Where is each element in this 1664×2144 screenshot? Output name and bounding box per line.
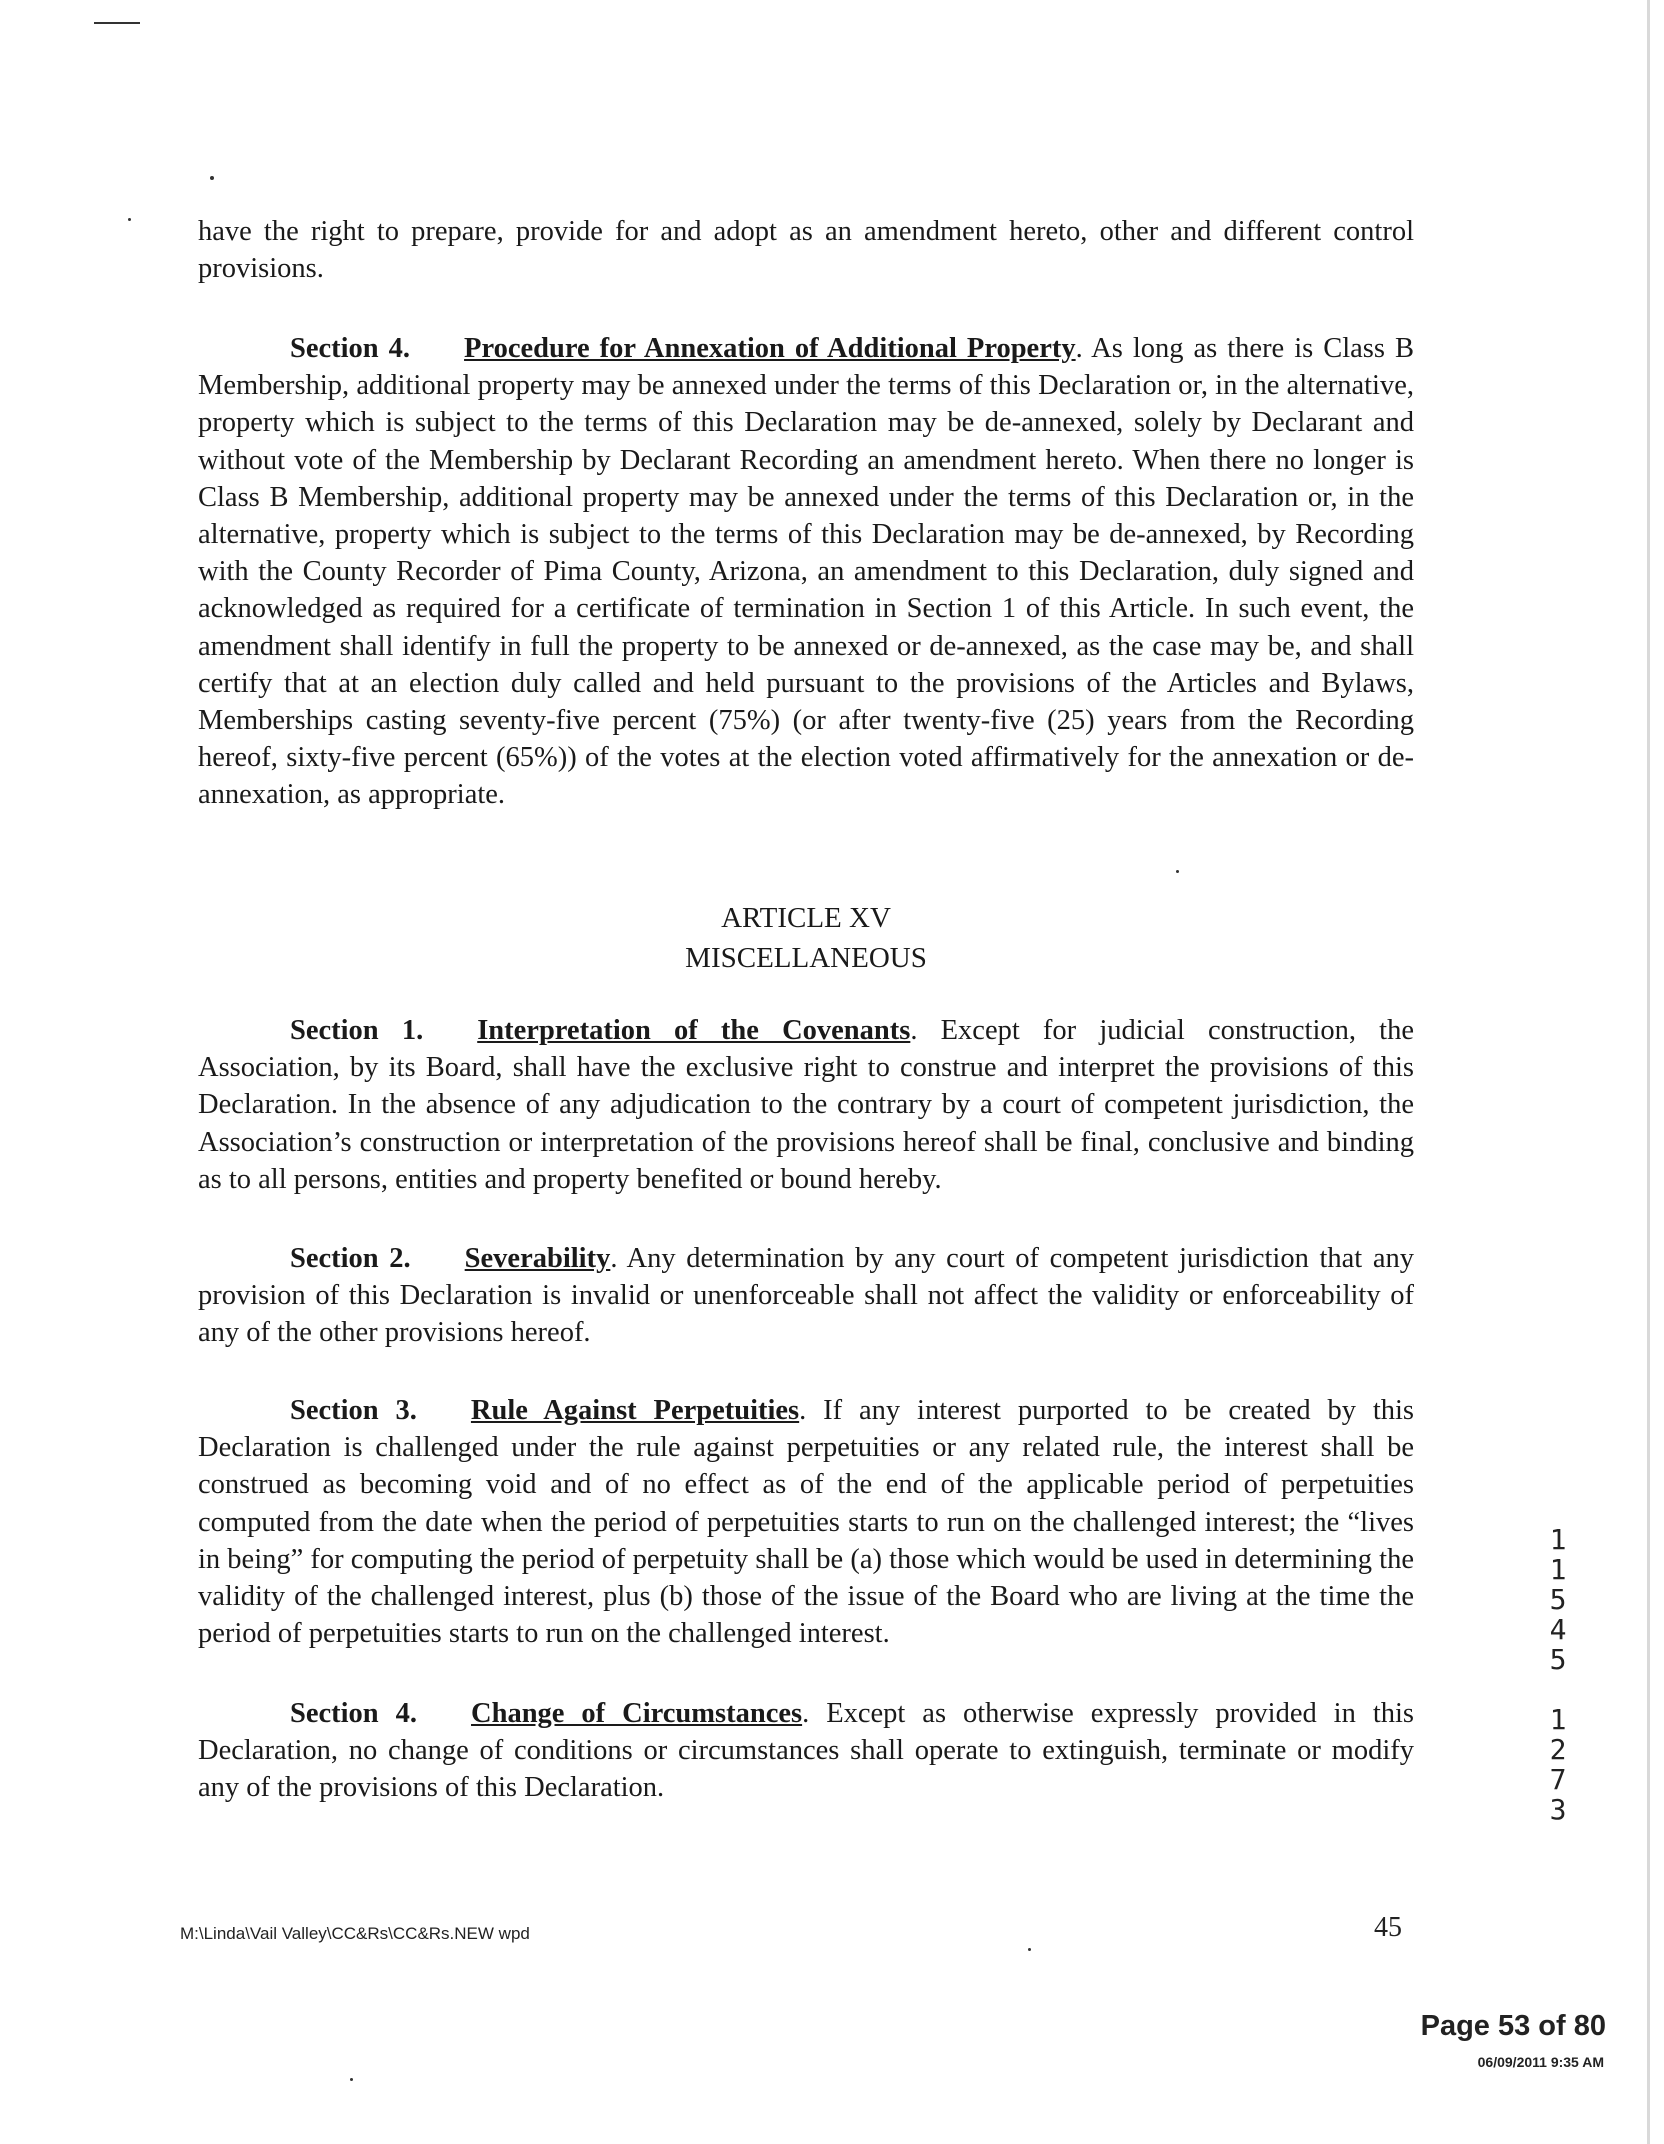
- page-number: 45: [1374, 1912, 1402, 1943]
- section-label: Section 3.: [290, 1395, 417, 1426]
- stamp-digit: 2: [1549, 1733, 1567, 1766]
- article-number: ARTICLE XV: [721, 902, 891, 934]
- section-severability: Section 2. Severability. Any determination by any court of competent jurisdiction that any provision of this Declaration is invalid or unenforceable shall not affect the validity or enforceability of any of the other provisions hereof.: [198, 1243, 1414, 1349]
- recording-stamp-top: [1546, 1525, 1570, 1675]
- scan-speck: [1176, 870, 1179, 873]
- page-counter: Page 53 of 80: [1420, 2010, 1606, 2042]
- continuation-text: have the right to prepare, provide for and adopt as an amendment hereto, other and different control provisions.: [198, 216, 1414, 285]
- scan-speck: [350, 2078, 353, 2081]
- scan-speck: [1028, 1948, 1031, 1951]
- stamp-digit: 7: [1549, 1763, 1567, 1796]
- section-label: Section 4.: [290, 1698, 418, 1729]
- article-title: MISCELLANEOUS: [685, 942, 927, 974]
- section-body: If any interest purported to be created by this Declaration is challenged under the rule against perpetuities or any related rule, the interest shall be construed as becoming void and of no effect as of the end of the applicable period of perpetuities computed from the date when the period of perpetuities starts to run on the challenged interest; the “lives in being” for computing the period of perpetuity shall be (a) those which would be used in determining the validity of the challenged interest, plus (b) those of the issue of the Board who are living at the time the period of perpetuities starts to run on the challenged interest.: [198, 1395, 1415, 1650]
- section-label: Section 4.: [290, 333, 411, 364]
- article-heading: [198, 898, 1414, 978]
- scan-edge: [1647, 0, 1650, 2144]
- scan-speck: [128, 218, 131, 221]
- stamp-digit: 4: [1549, 1613, 1567, 1646]
- section-circumstances: Section 4. Change of Circumstances. Except as otherwise expressly provided in this Declaration, no change of conditions or circumstances shall operate to extinguish, terminate or modify any of the provisions of this Declaration.: [198, 1698, 1415, 1804]
- stamp-digit: 5: [1549, 1643, 1567, 1676]
- stamp-digit: 1: [1549, 1553, 1567, 1586]
- section-title: Severability: [464, 1243, 611, 1274]
- section-title: Rule Against Perpetuities: [470, 1395, 800, 1426]
- continuation-paragraph: [198, 213, 1414, 287]
- section-title: Procedure for Annexation of Additional Property: [464, 333, 1076, 364]
- stamp-digit: 1: [1549, 1523, 1567, 1556]
- recording-timestamp: 06/09/2011 9:35 AM: [1477, 2054, 1604, 2070]
- section-interpretation: Section 1. Interpretation of the Covenants. Except for judicial construction, the Association, by its Board, shall have the exclusive right to construe and interpret the provisions of this Declaration. In the absence of any adjudication to the contrary by a court of competent jurisdiction, the Association’s construction or interpretation of the provisions hereof shall be final, conclusive and binding as to all persons, entities and property benefited or bound hereby.: [198, 1015, 1414, 1195]
- stamp-digit: 3: [1549, 1793, 1567, 1826]
- section-body: Except as otherwise expressly provided in this Declaration, no change of conditions or circumstances shall operate to extinguish, terminate or modify any of the provisions of this Declaration.: [198, 1698, 1415, 1804]
- section-label: Section 2.: [290, 1243, 411, 1274]
- section-perpetuities: Section 3. Rule Against Perpetuities. If any interest purported to be created by this Declaration is challenged under the rule against perpetuities or any related rule, the interest shall be construed as becoming void and of no effect as of the end of the applicable period of perpetuities computed from the date when the period of perpetuities starts to run on the challenged interest; the “lives in being” for computing the period of perpetuity shall be (a) those which would be used in determining the validity of the challenged interest, plus (b) those of the issue of the Board who are living at the time the period of perpetuities starts to run on the challenged interest.: [198, 1395, 1415, 1650]
- section-title: Interpretation of the Covenants: [477, 1015, 911, 1046]
- stamp-digit: 1: [1549, 1703, 1567, 1736]
- section-body: Except for judicial construction, the Association, by its Board, shall have the exclusive right to construe and interpret the provisions of this Declaration. In the absence of any adjudication to the contrary by a court of competent jurisdiction, the Association’s construction or interpretation of the provisions hereof shall be final, conclusive and binding as to all persons, entities and property benefited or bound hereby.: [198, 1015, 1414, 1195]
- footer-file-path: M:\Linda\Vail Valley\CC&Rs\CC&Rs.NEW wpd: [180, 1924, 530, 1943]
- section-title: Change of Circumstances: [471, 1698, 803, 1729]
- section-body: As long as there is Class B Membership, additional property may be annexed under the terms of this Declaration or, in the alternative, property which is subject to the terms of this Declaration may be de-annexed, solely by Declarant and without vote of the Membership by Declarant Recording an amendment hereto. When there no longer is Class B Membership, additional property may be annexed under the terms of this Declaration or, in the alternative, property which is subject to the terms of this Declaration may be de-annexed, by Recording with the County Recorder of Pima County, Arizona, an amendment to this Declaration, duly signed and acknowledged as required for a certificate of termination in Section 1 of this Article. In such event, the amendment shall identify in full the property to be annexed or de-annexed, as the case may be, and shall certify that at an election duly called and held pursuant to the provisions of the Articles and Bylaws, Memberships casting seventy-five percent (75%) (or after twenty-five (25) years from the Recording hereof, sixty-five percent (65%)) of the votes at the election voted affirmatively for the annexation or de-annexation, as appropriate.: [198, 333, 1414, 811]
- annexation-section: Section 4. Procedure for Annexation of Additional Property. As long as there is Class B Membership, additional property may be annexed under the terms of this Declaration or, in the alternative, property which is subject to the terms of this Declaration may be de-annexed, solely by Declarant and without vote of the Membership by Declarant Recording an amendment hereto. When there no longer is Class B Membership, additional property may be annexed under the terms of this Declaration or, in the alternative, property which is subject to the terms of this Declaration may be de-annexed, by Recording with the County Recorder of Pima County, Arizona, an amendment to this Declaration, duly signed and acknowledged as required for a certificate of termination in Section 1 of this Article. In such event, the amendment shall identify in full the property to be annexed or de-annexed, as the case may be, and shall certify that at an election duly called and held pursuant to the provisions of the Articles and Bylaws, Memberships casting seventy-five percent (75%) (or after twenty-five (25) years from the Recording hereof, sixty-five percent (65%)) of the votes at the election voted affirmatively for the annexation or de-annexation, as appropriate.: [198, 333, 1414, 811]
- section-body: Any determination by any court of competent jurisdiction that any provision of this Declaration is invalid or unenforceable shall not affect the validity or enforceability of any of the other provisions hereof.: [198, 1243, 1414, 1349]
- scan-speck: [210, 176, 214, 180]
- recording-stamp-bottom: [1546, 1705, 1570, 1825]
- stamp-digit: 5: [1549, 1583, 1567, 1616]
- section-label: Section 1.: [290, 1015, 424, 1046]
- scan-mark: [94, 22, 140, 24]
